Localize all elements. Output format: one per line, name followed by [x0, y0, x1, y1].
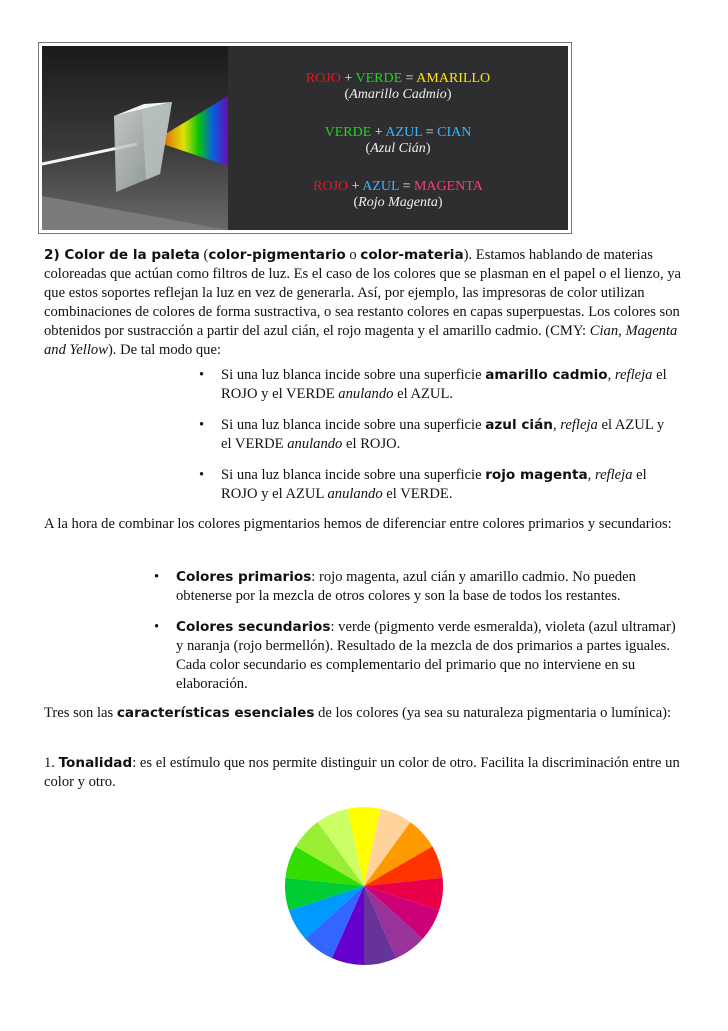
- bullet-dot: •: [154, 619, 160, 635]
- secundarios-title: Colores secundarios: [176, 619, 331, 635]
- eq2-name: (Azul Cián): [365, 141, 431, 156]
- primarios-text: : rojo magenta, azul cián y amarillo cadmio. No pueden obtenerse por la mezcla de otros colores y son la base de todos los restantes.: [176, 569, 636, 604]
- eq3-result: MAGENTA: [413, 179, 483, 194]
- section2-number: 2): [44, 247, 65, 263]
- equation-amarillo: [228, 70, 568, 87]
- eq1-name-text: Amarillo Cadmio: [349, 87, 447, 102]
- list-item-secundarios: [154, 618, 676, 694]
- bullet1-end: el AZUL.: [393, 386, 454, 402]
- eq2-plus: +: [371, 125, 386, 140]
- color-wheel: [284, 806, 444, 966]
- eq2-result: CIAN: [437, 125, 472, 140]
- eq1-plus: +: [340, 71, 356, 86]
- equation-cian: [228, 124, 568, 141]
- list-item-cian: [199, 416, 671, 454]
- bullet1-em2: anulando: [338, 386, 394, 402]
- prism-photo: [42, 46, 228, 230]
- tonalidad-number: 1.: [44, 755, 59, 771]
- equation-magenta: [228, 178, 568, 195]
- eq2-term-a: VERDE: [324, 125, 372, 140]
- tres-pre: Tres son las: [44, 705, 117, 721]
- bullet2-text2: el AZUL y el VERDE: [221, 417, 665, 452]
- eq3-equals: =: [399, 179, 414, 194]
- secundarios-text: : verde (pigmento verde esmeralda), violeta (azul ultramar) y naranja (rojo bermellón). Resultado de la mezcla de dos primarios a partes iguales. Cada color secundario es complementario del primario que no interviene en su elaboración.: [176, 619, 676, 692]
- eq3-term-b: AZUL: [362, 179, 400, 194]
- bullet2-em1: refleja: [560, 417, 598, 433]
- bullet3-text: Si una luz blanca incide sobre una superficie: [221, 467, 486, 483]
- bullet3-text2: el ROJO y el AZUL: [221, 467, 647, 502]
- eq2-equals: =: [422, 125, 438, 140]
- eq3-name-text: Rojo Magenta: [358, 195, 438, 210]
- term-color-pigmentario: color-pigmentario: [208, 247, 346, 263]
- eq3-name: (Rojo Magenta): [353, 195, 443, 210]
- bullet2-end: el ROJO.: [342, 436, 401, 452]
- prism-figure: [38, 42, 572, 234]
- eq1-term-b: VERDE: [355, 71, 403, 86]
- section2-text-1: (: [199, 247, 209, 263]
- tonalidad-title: Tonalidad: [58, 755, 133, 771]
- list-item-amarillo: [199, 366, 671, 404]
- bullet1-bold: amarillo cadmio: [485, 367, 608, 383]
- bullet2-em2: anulando: [287, 436, 343, 452]
- prism-image: [42, 46, 228, 230]
- eq1-name: (Amarillo Cadmio): [344, 87, 452, 102]
- section2-title: Color de la paleta: [64, 247, 200, 263]
- tres-bold: características esenciales: [116, 705, 315, 721]
- bullet-dot: •: [199, 367, 205, 383]
- section2-text-4: ). De tal modo que:: [107, 342, 222, 358]
- bullet1-em1: refleja: [614, 367, 653, 383]
- list-item-primarios: [154, 568, 676, 606]
- bullet1-text2: el ROJO y el VERDE: [221, 367, 667, 402]
- bullet3-bold: rojo magenta: [485, 467, 588, 483]
- eq1-result: AMARILLO: [416, 71, 491, 86]
- bullet3-end: el VERDE.: [382, 486, 453, 502]
- eq3-term-a: ROJO: [313, 179, 349, 194]
- primarios-title: Colores primarios: [176, 569, 312, 585]
- section2-text-3: ). Estamos hablando de materias coloreadas que actúan como filtros de luz. Es el caso de los colores que se plasman en el papel o el lienzo, ya que estos soportes reflejan la luz en vez de generarla. Así, por ejemplo, las impresoras de color utilizan combinaciones de colores de forma sustractiva, o sea restanto colores en capas superpuestas. Los colores son obtenidos por sustracción a partir del azul cián, el rojo magenta y el amarillo cadmio. (CMY:: [44, 247, 682, 339]
- bullet-dot: •: [199, 417, 205, 433]
- eq1-term-a: ROJO: [305, 71, 341, 86]
- section2-paragraph: [44, 246, 689, 360]
- primarios-intro: A la hora de combinar los colores pigmentarios hemos de diferenciar entre colores primarios y secundarios:: [44, 516, 672, 532]
- bullet1-comma: ,: [607, 367, 615, 383]
- tonalidad-text: : es el estímulo que nos permite distinguir un color de otro. Facilita la discriminación entre un color y otro.: [44, 755, 680, 790]
- eq1-equals: =: [402, 71, 417, 86]
- cmy-expansion: Cian, Magenta and Yellow: [44, 323, 678, 358]
- tonalidad-paragraph: [44, 754, 689, 792]
- eq2-term-b: AZUL: [385, 125, 423, 140]
- bullet2-bold: azul cián: [485, 417, 553, 433]
- bullet1-text: Si una luz blanca incide sobre una superficie: [221, 367, 486, 383]
- section2-text-2: o: [345, 247, 361, 263]
- bullet-dot: •: [154, 569, 160, 585]
- bullet3-em2: anulando: [327, 486, 383, 502]
- bullet2-comma: ,: [552, 417, 561, 433]
- term-color-materia: color-materia: [360, 247, 464, 263]
- eq3-plus: +: [348, 179, 363, 194]
- bullet-dot: •: [199, 467, 205, 483]
- tres-post: de los colores (ya sea su naturaleza pigmentaria o lumínica):: [314, 705, 672, 721]
- list-item-magenta: [199, 466, 686, 504]
- eq2-name-text: Azul Cián: [370, 141, 426, 156]
- bullet2-text: Si una luz blanca incide sobre una superficie: [221, 417, 486, 433]
- additive-equations-panel: [228, 46, 568, 230]
- bullet3-em1: refleja: [594, 467, 633, 483]
- bullet3-comma: ,: [587, 467, 595, 483]
- caracteristicas-paragraph: [44, 704, 689, 723]
